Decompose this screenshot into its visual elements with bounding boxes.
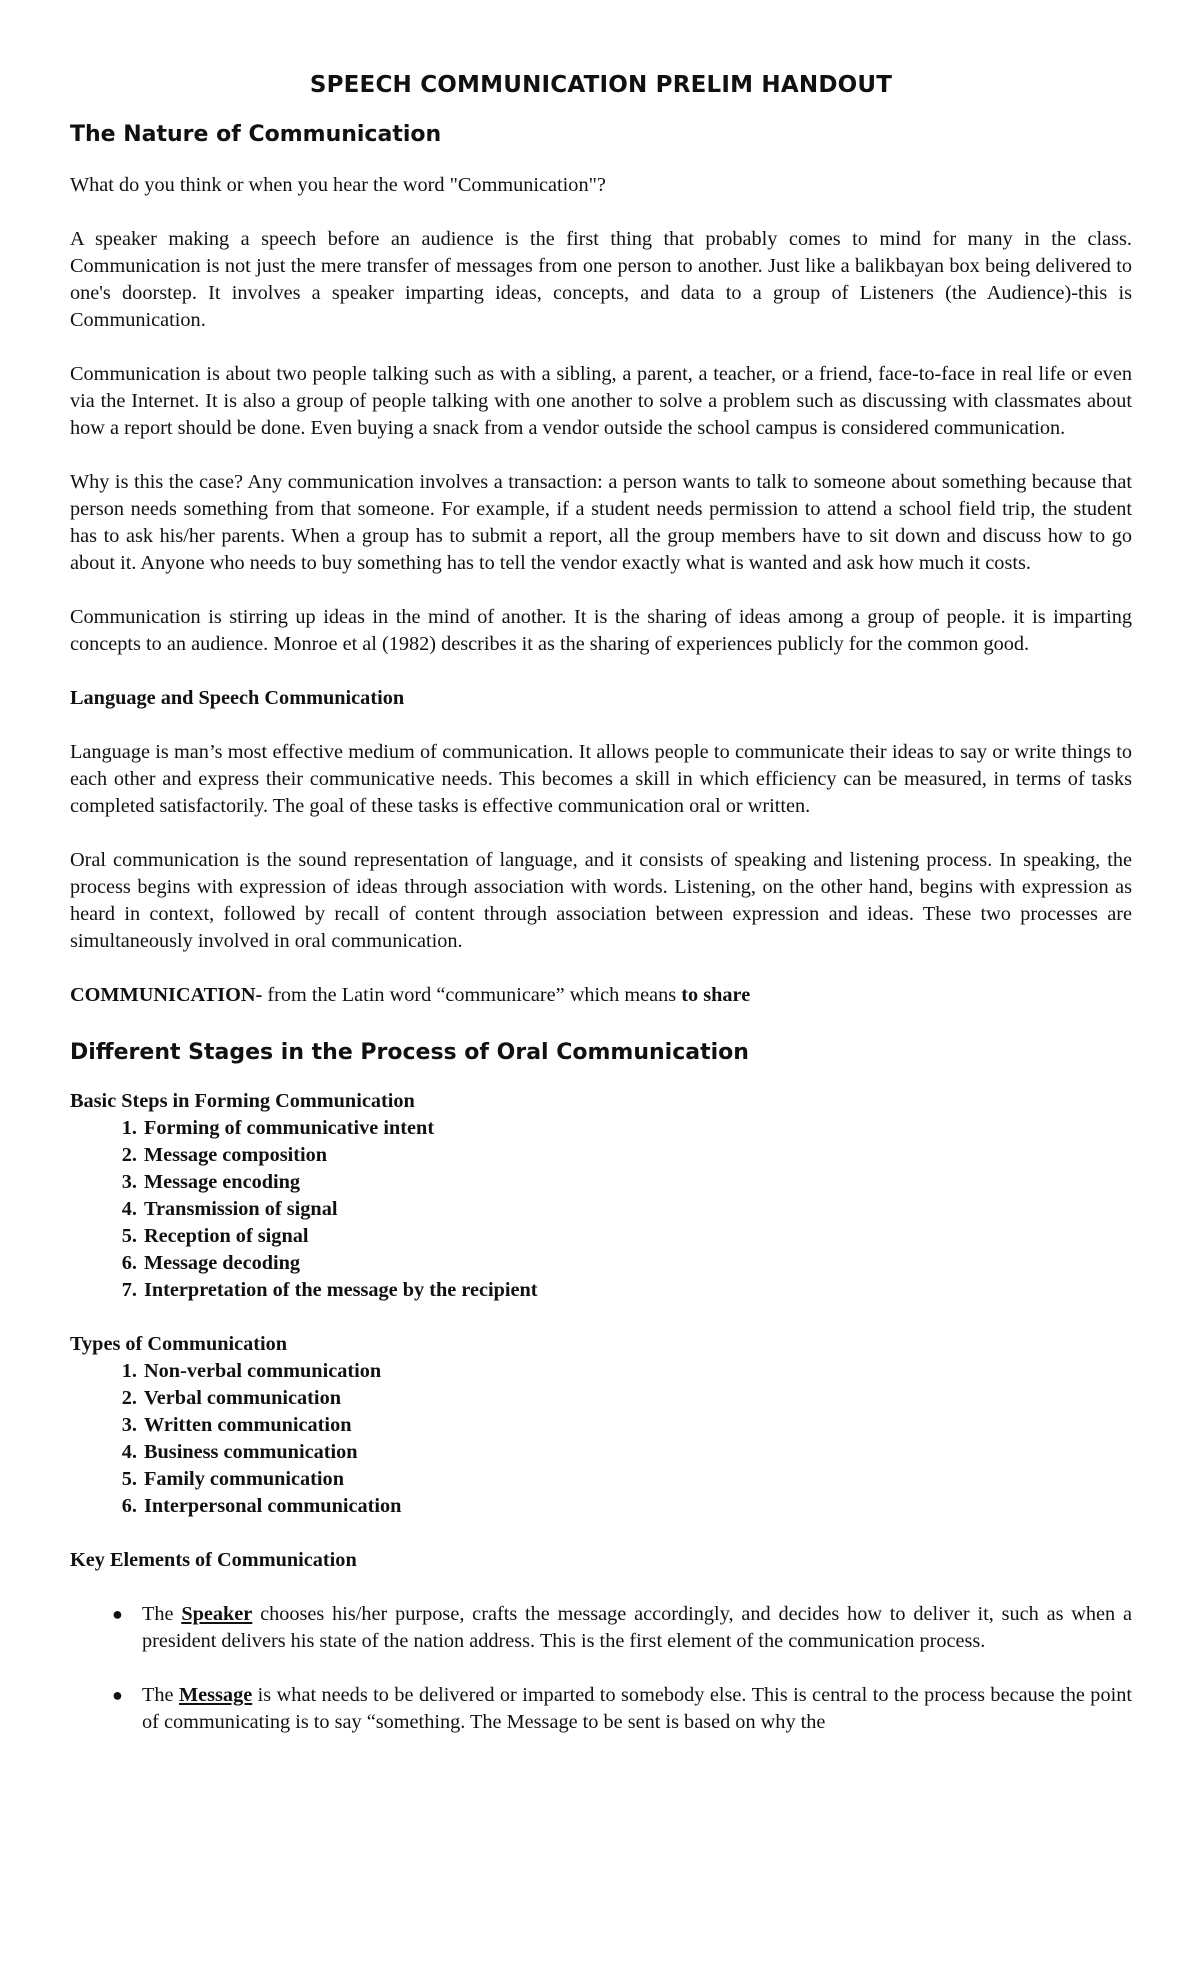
bullet-icon: ●: [112, 1604, 123, 1624]
list-item: 1. Forming of communicative intent: [142, 1115, 1132, 1142]
list-item: 3. Written communication: [142, 1412, 1132, 1439]
list-item: 2. Message composition: [142, 1142, 1132, 1169]
paragraph-two-people: Communication is about two people talking such as with a sibling, a parent, a teacher, or a friend, face-to-face in real life or even via the Internet. It is also a group of people talking with one another to solve a problem such as discussing with classmates about how a report should be done. Even buying a snack from a vendor outside the school campus is considered communication.: [70, 363, 1132, 439]
list-item: 3. Message encoding: [142, 1169, 1132, 1196]
list-item: 7. Interpretation of the message by the recipient: [142, 1277, 1132, 1304]
list-item: 5. Reception of signal: [142, 1223, 1132, 1250]
paragraph-oral-communication: Oral communication is the sound representation of language, and it consists of speaking and listening process. In speaking, the process begins with expression of ideas through association with words. Listening, on the other hand, begins with expression as heard in context, followed by recall of content through association between expression and ideas. These two processes are simultaneously involved in oral communication.: [70, 849, 1132, 952]
key-element-term: Speaker: [181, 1603, 253, 1625]
section-heading-nature: The Nature of Communication: [70, 122, 442, 147]
key-element-prefix: The: [142, 1603, 182, 1625]
list-item: 5. Family communication: [142, 1466, 1132, 1493]
section-heading-language: Language and Speech Communication: [70, 687, 405, 709]
key-element-prefix: The: [142, 1684, 179, 1706]
key-elements-list: [70, 1601, 1132, 1736]
section-heading-stages: Different Stages in the Process of Oral Communication: [70, 1040, 749, 1065]
key-element-text: is what needs to be delivered or imparted to somebody else. This is central to the process because the point of communicating is to say “something. The Message to be sent is based on why the: [142, 1684, 1133, 1733]
definition-text: from the Latin word “communicare” which means: [262, 984, 682, 1006]
paragraph-question: What do you think or when you hear the word "Communication"?: [70, 174, 606, 196]
definition-meaning: to share: [681, 984, 751, 1006]
list-item: 6. Interpersonal communication: [142, 1493, 1132, 1520]
paragraph-language: Language is man’s most effective medium of communication. It allows people to communicate their ideas to say or write things to each other and express their communicative needs. This becomes a skill in which efficiency can be measured, in terms of tasks completed satisfactorily. The goal of these tasks is effective communication oral or written.: [70, 741, 1132, 817]
types-list: [70, 1358, 1132, 1520]
list-item: 2. Verbal communication: [142, 1385, 1132, 1412]
list-item: 1. Non-verbal communication: [142, 1358, 1132, 1385]
key-element-speaker: [112, 1601, 1132, 1655]
definition-term: COMMUNICATION-: [70, 984, 263, 1006]
document-title: SPEECH COMMUNICATION PRELIM HANDOUT: [309, 72, 893, 98]
paragraph-speaker: A speaker making a speech before an audience is the first thing that probably comes to mind for many in the class. Communication is not just the mere transfer of messages from one person to another. Just like a balikbayan box being delivered to one's doorstep. It involves a speaker imparting ideas, concepts, and data to a group of Listeners (the Audience)-this is Communication.: [70, 228, 1132, 331]
key-element-text: chooses his/her purpose, crafts the message accordingly, and decides how to deliver it, such as when a president delivers his state of the nation address. This is the first element of the communication process.: [142, 1603, 1132, 1652]
basic-steps-heading: Basic Steps in Forming Communication: [70, 1090, 415, 1112]
basic-steps-list: [70, 1115, 1132, 1304]
paragraph-stirring-ideas: Communication is stirring up ideas in the mind of another. It is the sharing of ideas among a group of people. it is imparting concepts to an audience. Monroe et al (1982) describes it as the sharing of experiences publicly for the common good.: [70, 606, 1132, 655]
list-item: 4. Transmission of signal: [142, 1196, 1132, 1223]
key-elements-heading: Key Elements of Communication: [70, 1549, 357, 1571]
definition-line: [70, 982, 1132, 1009]
list-item: 6. Message decoding: [142, 1250, 1132, 1277]
types-heading: Types of Communication: [70, 1333, 288, 1355]
key-element-term: Message: [179, 1684, 253, 1706]
key-element-message: [112, 1682, 1133, 1736]
paragraph-transaction: Why is this the case? Any communication involves a transaction: a person wants to talk to someone about something because that person needs something from that someone. For example, if a student needs permission to attend a school field trip, the student has to ask his/her parents. When a group has to submit a report, all the group members have to sit down and discuss how to go about it. Anyone who needs to buy something has to tell the vendor exactly what is wanted and ask how much it costs.: [70, 471, 1132, 574]
list-item: 4. Business communication: [142, 1439, 1132, 1466]
bullet-icon: ●: [112, 1685, 123, 1705]
